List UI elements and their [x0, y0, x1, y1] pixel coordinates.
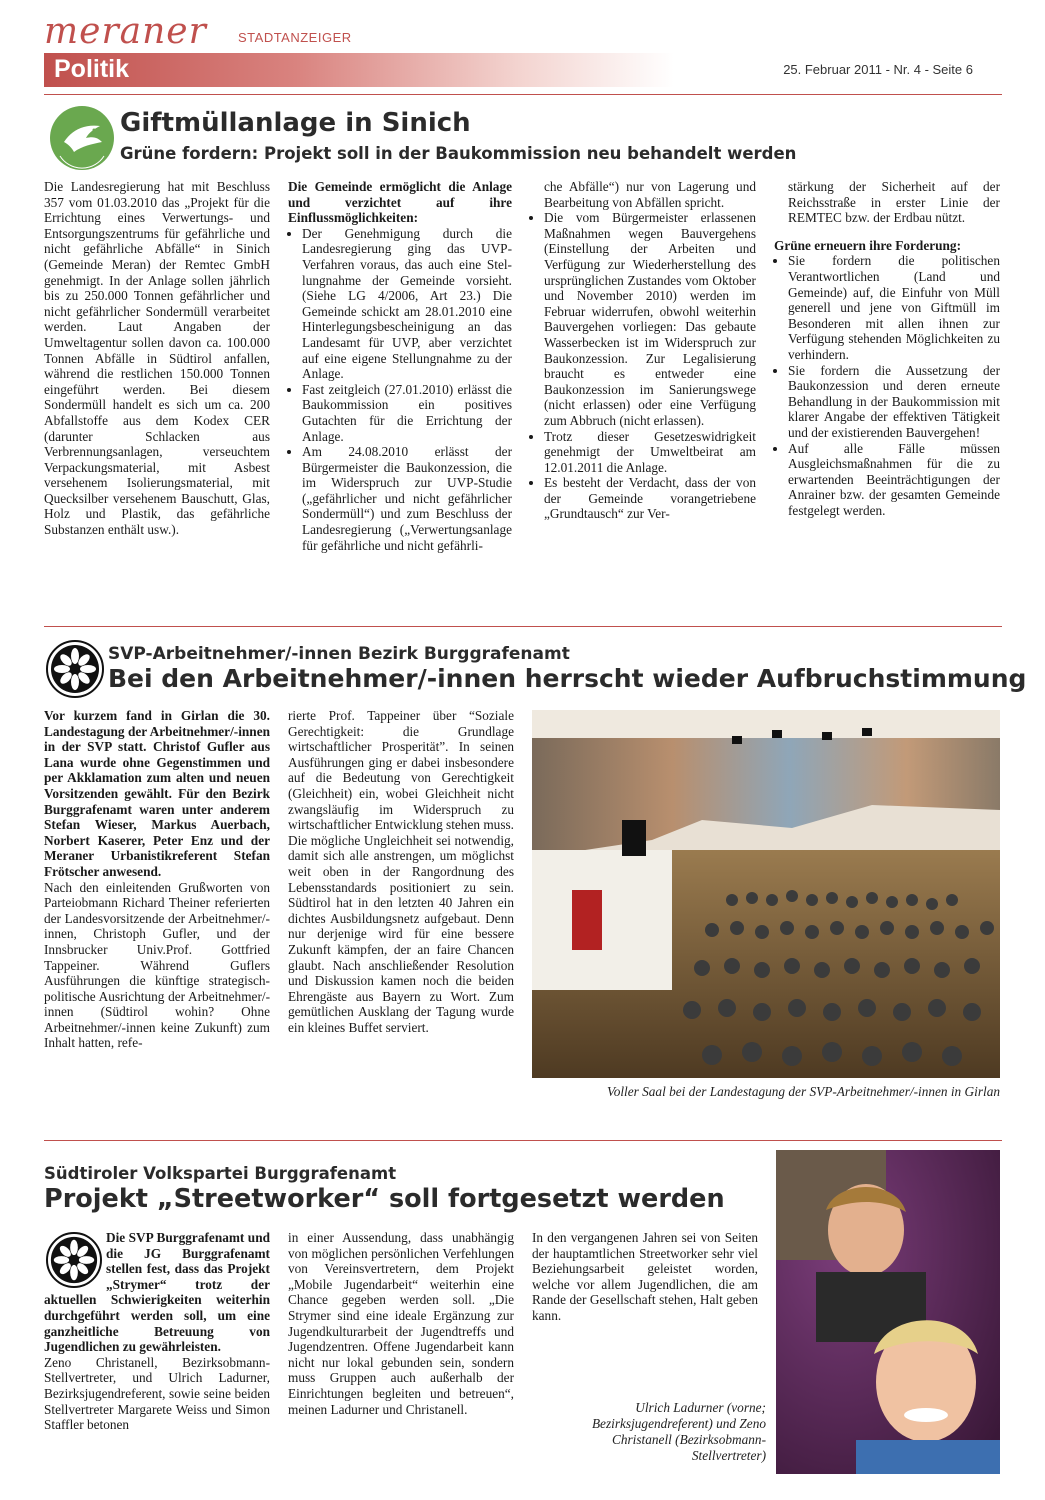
list-item: • Am 24.08.2010 erlässt der Bürgermeister die Baukonzession, die im Widerspruch zur UVP-Studie („gefährlicher und nicht gefährlicher Sondermüll“) und zum Beschluss der Landesregierung („Verwertungsanlage für gefährliche und nicht gefährli- [302, 444, 512, 553]
list-item: • Sie fordern die Aussetzung der Baukonzession und deren erneute Behandlung in der Baukommission mit klarer Angabe der effektiven Tätigkeit und der existierenden Bauvergehen! [788, 363, 1000, 441]
article1-subtitle: Grüne fordern: Projekt soll in der Baukommission neu behandelt werden [120, 144, 797, 163]
article3-kicker: Südtiroler Volkspartei Burggrafenamt [44, 1164, 397, 1183]
article1-col4 [774, 179, 1000, 518]
issue-info: 25. Februar 2011 - Nr. 4 - Seite 6 [783, 62, 973, 77]
dove-logo-icon [50, 106, 114, 170]
brand-logo: meraner [44, 11, 207, 52]
article3-title: Projekt „Streetworker“ soll fortgesetzt werden [44, 1184, 725, 1214]
section-bar [44, 53, 674, 87]
list-item: • Sie fordern die politischen Verantwortlichen (Land und Gemeinde) auf, die Einfuhr von Müll generell und jene von Giftmüll im Besonderen mit allen ihnen zur Verfügung stehenden Möglichkeiten zu verhindern. [788, 253, 1000, 362]
article1-col2 [288, 179, 512, 553]
list-item: • Die vom Bürgermeister erlassenen Maßnahmen wegen Bauvergehens (Einstellung der Arbeiten und Verfügung zur Wiederherstellung des ursprünglichen Zustandes vom Oktober und November 2010) werden im Februar widerrufen, obwohl weiterhin Bauvergehen vorliegen: Das gebaute Wasserbecken ist im Widerspruch zur Baukonzession. Zur Legalisierung braucht es entweder eine Baukonzession im Sanierungswege (nicht erlassen) oder eine Verfügung zum Abbruch (nicht erlassen). [544, 210, 756, 428]
article2-lead: Vor kurzem fand in Girlan die 30. Landestagung der Arbeitnehmer/-innen in der SVP statt. Christof Gufler aus Lana wurde ohne Gegenstimmen und per Akklamation zum alten und neuen Vorsitzenden gewählt. Für den Bezirk Burggrafenamt waren unter anderem Stefan Wieser, Markus Auerbach, Norbert Kaserer, Peter Enz und der Meraner Urbanistikreferent Stefan Frötscher anwesend. [44, 708, 270, 879]
article3-lead-text: Die SVP Burggrafenamt und die JG Burggrafenamt stellen fest, dass das Projekt „Strymer“ trotz der aktuellen Schwierigkeiten weiterhin durchgeführt werden soll, um eine ganzheitliche Betreuung von Jugendlichen zu gewährleisten. [44, 1230, 270, 1355]
article2-col2 [288, 708, 514, 1035]
article1-col3-intro: che Abfälle“) nur von Lagerung und Bearbeitung von Abfällen spricht. [544, 179, 756, 210]
edelweiss-logo-icon [46, 640, 104, 698]
list-item: • Trotz dieser Gesetzeswidrigkeit genehmigt der Umweltbeirat am 12.01.2011 die Anlage. [544, 429, 756, 476]
list-item: • Es besteht der Verdacht, dass der von der Gemeinde vorangetriebene „Grundtausch“ zur Ver- [544, 475, 756, 522]
article3-photo-caption: Ulrich Ladurner (vorne; Bezirksjugendreferent) und Zeno Christanell (Bezirksobmann-Stellvertreter) [591, 1400, 766, 1463]
article1-col3 [530, 179, 756, 522]
conference-hall-photo [532, 710, 1000, 1078]
divider [44, 1140, 1002, 1141]
article3-col1-text: Zeno Christanell, Bezirksobmann-Stellvertreter, und Ulrich Ladurner, Bezirksjugendreferent, sowie seine beiden Stellvertreter Margarete Weiss und Simon Staffler betonen [44, 1354, 270, 1433]
portrait-photo [776, 1150, 1000, 1474]
list-item: • Fast zeitgleich (27.01.2010) erlässt die Baukommission ein positives Gutachten für die Errichtung der Anlage. [302, 382, 512, 444]
article2-col2-text: rierte Prof. Tappeiner über “Soziale Gerechtigkeit: die Grundlage wirtschaftlicher Prosperität”. In seinen Ausführungen ging er dabei insbesondere auf die Bedeutung von Gerechtigkeit (Gleichheit) ein, wobei Gleichheit nicht zwangsläufig im Widerspruch zu wirtschaftlicher Entwicklung stehen muss. Die mögliche Ungleichheit sei notwendig, damit sich alle anstrengen, um möglichst weit oben in der Rangordnung des Lebensstandards positioniert zu sein. Südtirol hat in den letzten 40 Jahren ein dichtes Ausbildungsnetz aufgebaut. Denn nur derjenige wird für eine bessere Zukunft kämpfen, der an faire Chancen glaubt. Nach anschließender Resolution und Diskussion kamen noch die beiden Ehrengäste aus Bayern zu Wort. Zum gemütlichen Ausklang der Tagung wurde ein kleines Buffet serviert. [288, 708, 514, 1035]
article1-col1 [44, 179, 270, 538]
article3-col2 [288, 1230, 514, 1417]
list-item: • Auf alle Fälle müssen Ausgleichsmaßnahmen für die zu erwartenden Beeinträchtigungen der Anrainer bzw. der gesamten Gemeinde festgelegt werden. [788, 441, 1000, 519]
article1-col2-heading: Die Gemeinde ermöglicht die Anlage und verzichtet auf ihre Einflussmöglichkeiten: [288, 179, 512, 226]
article1-col4-heading: Grüne erneuern ihre Forderung: [774, 237, 961, 253]
article3-col2-text: in einer Aussendung, dass unabhängig von möglichen persönlichen Verfehlungen von Vereinsvertretern, dem Projekt „Mobile Jugendarbeit“ weiterhin eine Chance gegeben werden soll. „Die Strymer sind eine ideale Ergänzung zur Jugendkulturarbeit der Jugendtreffs und Jugendzentren. Offene Jugendarbeit kann nicht nur lokal gebunden sein, sondern muss Gruppen auch außerhalb der Einrichtungen begleiten und betreuen“, meinen Ladurner und Christanell. [288, 1230, 514, 1417]
article2-kicker: SVP-Arbeitnehmer/-innen Bezirk Burggrafenamt [108, 644, 570, 664]
article2-title: Bei den Arbeitnehmer/-innen herrscht wieder Aufbruchstimmung [108, 664, 1027, 693]
article3-col3-text: In den vergangenen Jahren sei von Seiten der hauptamtlichen Streetworker sehr viel Beziehungsarbeit geleistet worden, welche vor allem Jugendlichen, die am Rande der Gesellschaft stehen, Halt geben kann. [532, 1230, 758, 1323]
article3-col3 [532, 1230, 758, 1324]
divider [44, 94, 1002, 95]
article2-photo-caption: Voller Saal bei der Landestagung der SVP-Arbeitnehmer/-innen in Girlan [607, 1084, 1000, 1099]
divider [44, 626, 1002, 627]
brand-subtitle: STADTANZEIGER [238, 30, 352, 45]
logo-spacer [44, 1230, 106, 1288]
article2-col1 [44, 708, 270, 1051]
article3-col1 [44, 1230, 270, 1433]
article1-col4-intro: stärkung der Sicherheit auf der Reichsstraße in erster Linie der REMTEC bzw. der Erdbau nützt. [788, 179, 1000, 226]
article1-title: Giftmüllanlage in Sinich [120, 108, 471, 138]
section-label: Politik [54, 55, 130, 83]
article2-col1-text: Nach den einleitenden Grußworten von Parteiobmann Richard Theiner referierten der Landesvorsitzende der Arbeitnehmer/-innen, Christoph Gufler, und der Innsbrucker Univ.Prof. Gottfried Tappeiner. Während Guflers Ausführungen die künftige strategisch-politische Ausrichtung der Arbeitnehmer/-innen (Südtirol wohin? Ohne Arbeitnehmer/-innen keine Zukunft) zum Inhalt hatten, refe- [44, 879, 270, 1051]
list-item: • Der Genehmigung durch die Landesregierung ging das UVP-Verfahren voraus, das auch eine Stel-lungnahme der Gemeinde vorsieht. (Siehe LG 4/2006, Art 23.) Die Gemeinde schickt am 28.01.2010 eine Hinterlegungsbescheinigung an das Landesamt für UVP, aber verzichtet auf eine eigene Stellungnahme zu der Anlage. [302, 226, 512, 382]
article3-lead [44, 1230, 270, 1355]
article1-col1-text: Die Landesregierung hat mit Beschluss 357 vom 01.03.2010 das „Projekt für die Errichtung eines Verwertungs- und Entsorgungszentrums für gefährliche und nicht gefährliche Abfälle“ in Sinich (Gemeinde Meran) der Remtec GmbH genehmigt. In der Anlage sollen jährlich bis zu 250.000 Tonnen gefährlicher und nicht gefährlicher Sondermüll verarbeitet werden. Laut Angaben der Umweltagentur sollen davon ca. 100.000 Tonnen Abfälle in Südtirol anfallen, während die restlichen 150.000 Tonnen eingeführt werden. Bei diesem Sondermüll handelt es sich um ca. 200 Abfallstoffe aus dem Kodex CER (darunter Schlacken aus Verbrennungsanlagen, verseuchtem Verpackungsmaterial, mit Asbest versehenem Isolierungsmaterial, mit Quecksilber versehenem Bauschutt, Glas, Holz und Plastik, das gefährliche Substanzen enthält usw.). [44, 179, 270, 538]
